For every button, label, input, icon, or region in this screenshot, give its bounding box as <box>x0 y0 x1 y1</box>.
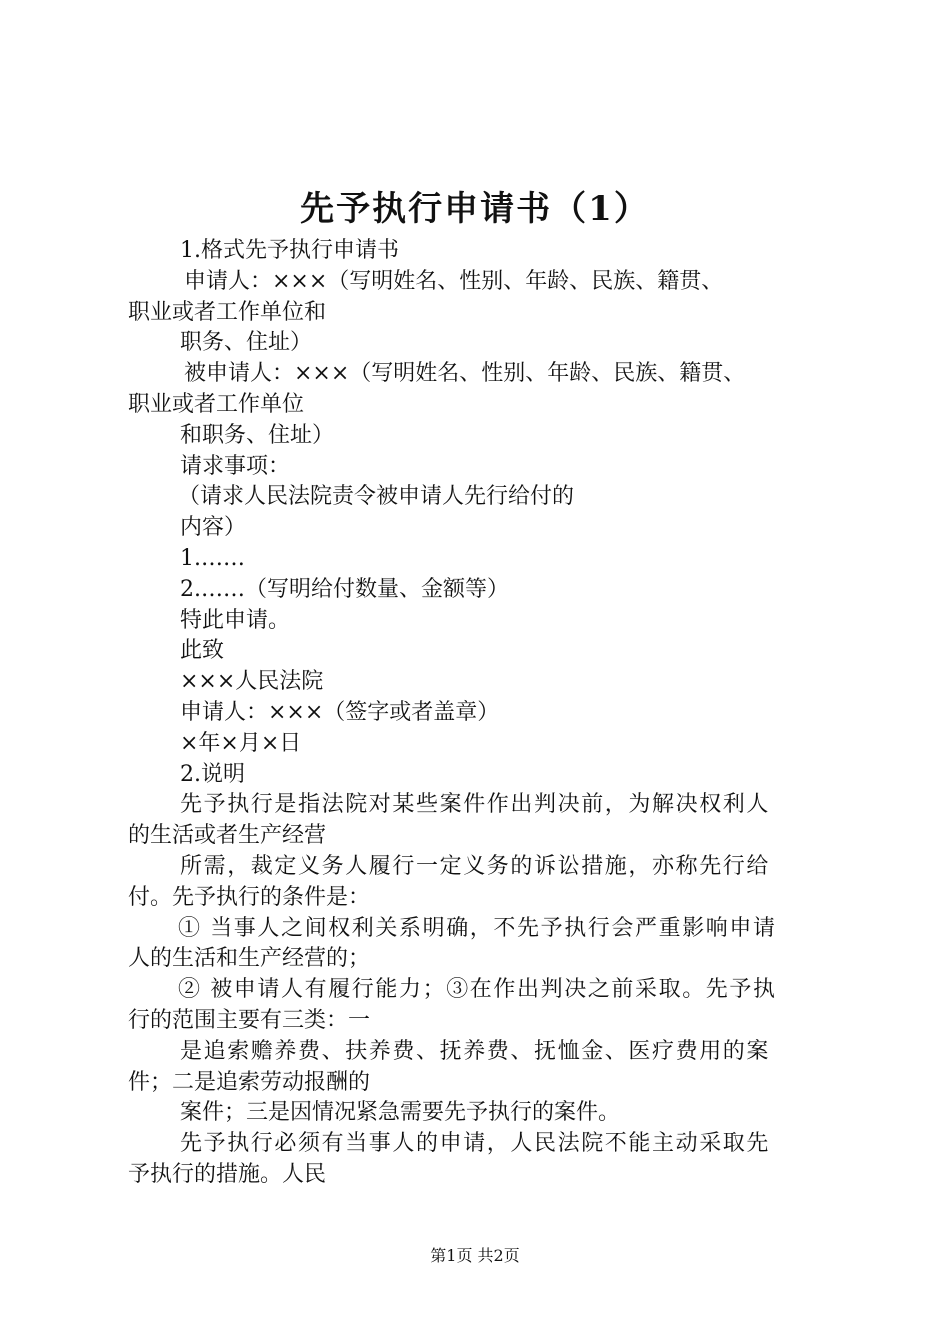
body-line: ×××人民法院 <box>180 669 324 695</box>
body-line: 职业或者工作单位 <box>128 391 305 417</box>
body-line: 所需，裁定义务人履行一定义务的诉讼措施，亦称先行给 <box>180 853 771 879</box>
body-line: 的生活或者生产经营 <box>128 823 327 849</box>
body-line: 是追索赡养费、扶养费、抚养费、抚恤金、医疗费用的案 <box>180 1038 771 1064</box>
body-line: 案件；三是因情况紧急需要先予执行的案件。 <box>180 1100 621 1126</box>
body-line: 予执行的措施。人民 <box>128 1161 327 1187</box>
body-line: 职务、住址） <box>180 330 313 356</box>
body-line: （请求人民法院责令被申请人先行给付的 <box>178 484 575 510</box>
body-line: 行的范围主要有三类：一 <box>128 1007 371 1033</box>
body-line: 职业或者工作单位和 <box>128 299 327 325</box>
body-line: 先予执行必须有当事人的申请，人民法院不能主动采取先 <box>180 1131 771 1157</box>
body-line: 特此申请。 <box>180 607 291 633</box>
page-number: 第1页 共2页 <box>430 1246 520 1265</box>
section-heading: 1.格式先予执行申请书 <box>180 238 399 263</box>
body-line: 申请人：×××（写明姓名、性别、年龄、民族、籍贯、 <box>184 268 724 294</box>
body-line: 内容） <box>180 515 247 541</box>
body-line: ① 当事人之间权利关系明确，不先予执行会严重影响申请 <box>178 915 777 941</box>
body-line: ×年×月×日 <box>180 730 302 756</box>
body-line: 1.…… <box>180 545 245 571</box>
body-line: ② 被申请人有履行能力；③在作出判决之前采取。先予执 <box>178 977 777 1003</box>
body-line: 先予执行是指法院对某些案件作出判决前，为解决权利人 <box>180 792 771 818</box>
body-line: 此致 <box>180 638 225 664</box>
document-title: 先予执行申请书（1） <box>300 189 650 229</box>
section-heading: 2.说明 <box>180 761 245 787</box>
body-line: 被申请人：×××（写明姓名、性别、年龄、民族、籍贯、 <box>184 361 746 387</box>
body-line: 和职务、住址） <box>180 422 335 448</box>
body-line: 人的生活和生产经营的； <box>128 946 371 972</box>
page-footer <box>0 1244 950 1268</box>
body-line: 2.……（写明给付数量、金额等） <box>180 576 509 602</box>
body-line: 申请人：×××（签字或者盖章） <box>180 699 500 725</box>
document-body <box>128 236 848 1191</box>
body-line: 请求事项： <box>180 453 291 479</box>
body-line: 付。先予执行的条件是： <box>128 884 371 910</box>
body-line: 件；二是追索劳动报酬的 <box>128 1069 371 1095</box>
